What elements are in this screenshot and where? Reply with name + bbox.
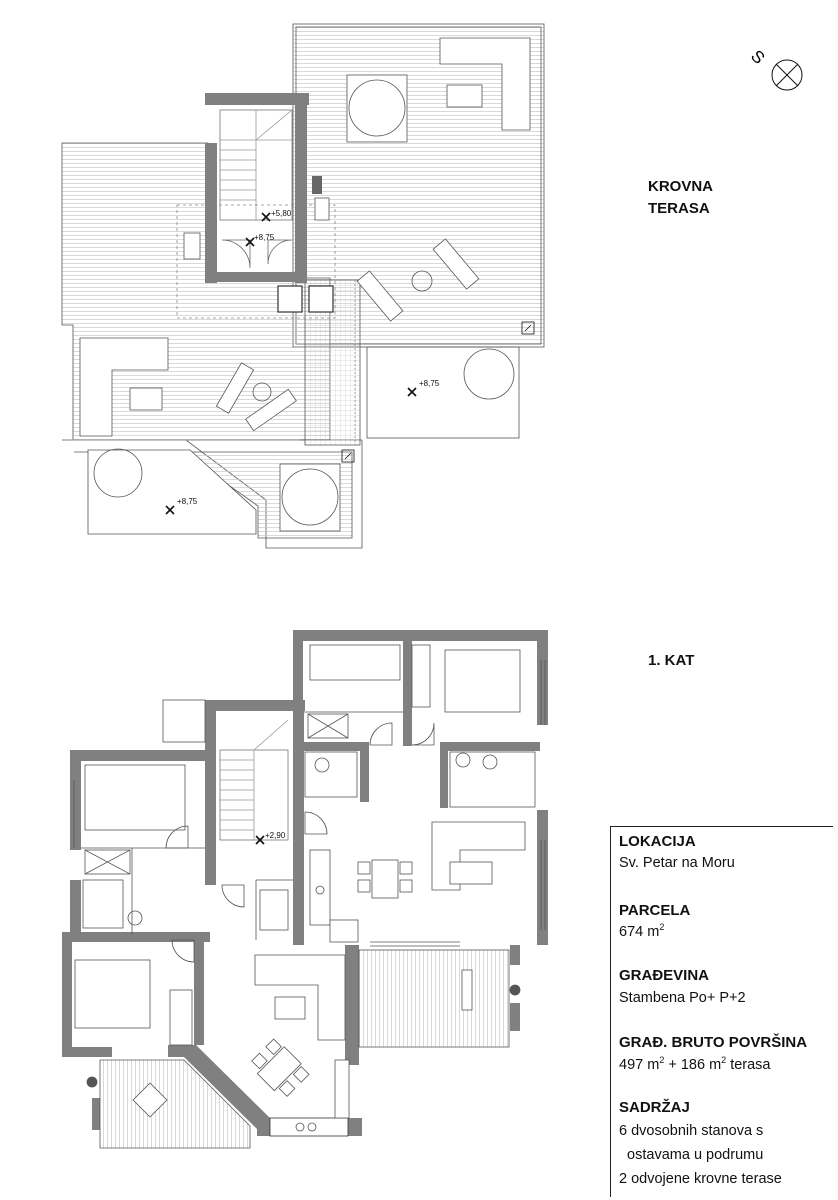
roof-title-line2: TERASA (648, 200, 710, 217)
content-line-2: ostavama u podrumu (619, 1147, 764, 1163)
content-line-1: 6 dvosobnih stanova s (619, 1123, 764, 1139)
floor1-title: 1. KAT (648, 652, 695, 669)
svg-text:+8,75: +8,75 (254, 233, 275, 242)
terrace-right-lower (367, 347, 519, 438)
hot-tub-lower (280, 464, 340, 531)
parcel-heading: PARCELA (619, 902, 691, 919)
terrace-south (100, 1060, 250, 1148)
dining-table-lower (248, 1038, 310, 1100)
terrace-east (359, 950, 509, 1047)
svg-text:+8,75: +8,75 (419, 379, 440, 388)
level-marker-roof-right (408, 379, 440, 396)
bed-left-lower (75, 960, 150, 1028)
bed-top-right (445, 650, 520, 712)
svg-text:+8,75: +8,75 (177, 497, 198, 506)
roof-title-line1: KROVNA (648, 178, 714, 195)
dining-table-upper (358, 860, 412, 898)
bed-left-upper (85, 765, 185, 830)
parcel-value: 674 $m^2$ (619, 922, 665, 940)
svg-text:+2,90: +2,90 (265, 831, 286, 840)
roof-title (648, 176, 713, 220)
first-floor-plan (62, 630, 548, 1148)
content-heading: SADRŽAJ (619, 1099, 690, 1116)
content-line-3: 2 odvojene krovne terase (619, 1171, 782, 1187)
level-marker-floor1 (256, 831, 286, 844)
hot-tub-upper (347, 75, 407, 142)
level-marker-stair-top (262, 209, 292, 221)
building-value: Stambena Po+ P+2 (619, 990, 746, 1006)
location-heading: LOKACIJA (619, 833, 696, 850)
area-heading: GRAĐ. BRUTO POVRŠINA (619, 1034, 808, 1051)
building-heading: GRAĐEVINA (619, 967, 710, 984)
project-info-box (610, 826, 833, 1197)
svg-text:+5,80: +5,80 (271, 209, 292, 218)
bed-top-left (310, 645, 400, 680)
north-compass-icon (747, 46, 802, 90)
roof-terrace-plan (62, 24, 544, 548)
location-value: Sv. Petar na Moru (619, 855, 735, 871)
area-value: 497 $m^2 + 186$ $m^2$ terasa (619, 1055, 771, 1073)
svg-text:S: S (747, 46, 769, 68)
